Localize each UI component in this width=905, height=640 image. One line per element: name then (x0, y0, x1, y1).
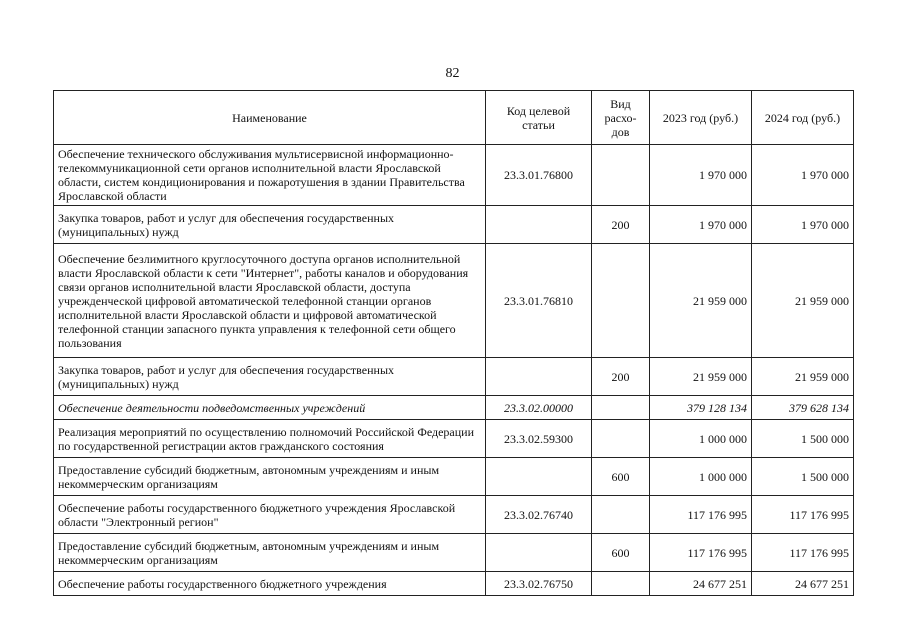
row-kind (592, 420, 650, 458)
budget-table (53, 90, 854, 596)
row-2024: 21 959 000 (752, 358, 854, 396)
row-code (486, 534, 592, 572)
table-row (54, 496, 854, 534)
row-2024: 1 500 000 (752, 420, 854, 458)
table-row (54, 145, 854, 206)
row-2023: 21 959 000 (650, 244, 752, 358)
row-code: 23.3.02.76740 (486, 496, 592, 534)
header-name: Наименование (54, 91, 486, 145)
row-2023: 117 176 995 (650, 534, 752, 572)
row-2023: 117 176 995 (650, 496, 752, 534)
page-number: 82 (445, 66, 460, 81)
row-name: Обеспечение работы государственного бюджетного учреждения (54, 572, 486, 596)
table-row (54, 458, 854, 496)
row-2023: 1 000 000 (650, 458, 752, 496)
table-body (54, 145, 854, 596)
row-kind: 600 (592, 458, 650, 496)
row-2023: 24 677 251 (650, 572, 752, 596)
table-row (54, 396, 854, 420)
header-kind: Вид расхо-дов (592, 91, 650, 145)
row-code (486, 206, 592, 244)
row-code: 23.3.02.00000 (486, 396, 592, 420)
row-2024: 1 970 000 (752, 145, 854, 206)
row-kind (592, 396, 650, 420)
row-kind (592, 496, 650, 534)
header-code: Код целевой статьи (486, 91, 592, 145)
row-kind (592, 572, 650, 596)
table-row (54, 206, 854, 244)
row-kind: 600 (592, 534, 650, 572)
row-code: 23.3.01.76810 (486, 244, 592, 358)
row-name: Закупка товаров, работ и услуг для обеспечения государственных (муниципальных) нужд (54, 358, 486, 396)
row-name: Предоставление субсидий бюджетным, автономным учреждениям и иным некоммерческим организациям (54, 458, 486, 496)
row-2024: 1 500 000 (752, 458, 854, 496)
row-2024: 24 677 251 (752, 572, 854, 596)
row-name: Обеспечение работы государственного бюджетного учреждения Ярославской области "Электронный регион" (54, 496, 486, 534)
table-row (54, 420, 854, 458)
row-kind (592, 145, 650, 206)
row-2023: 21 959 000 (650, 358, 752, 396)
row-2024: 21 959 000 (752, 244, 854, 358)
row-2023: 1 970 000 (650, 206, 752, 244)
row-name: Предоставление субсидий бюджетным, автономным учреждениям и иным некоммерческим организациям (54, 534, 486, 572)
row-name: Реализация мероприятий по осуществлению полномочий Российской Федерации по государственной регистрации актов гражданского состояния (54, 420, 486, 458)
row-code: 23.3.02.59300 (486, 420, 592, 458)
row-name: Обеспечение деятельности подведомственных учреждений (54, 396, 486, 420)
row-name: Закупка товаров, работ и услуг для обеспечения государственных (муниципальных) нужд (54, 206, 486, 244)
row-2024: 379 628 134 (752, 396, 854, 420)
row-2023: 379 128 134 (650, 396, 752, 420)
table-row (54, 572, 854, 596)
row-code (486, 458, 592, 496)
row-name: Обеспечение безлимитного круглосуточного доступа органов исполнительной власти Ярославской области к сети "Интернет", работы каналов и оборудования связи органов исполнительной власти Ярославской области, доступа учрежденческой цифровой автоматической телефонной станции органов исполнительной власти Ярославской области и цифровой автоматической телефонной станции запасного пункта управления к телефонной сети общего пользования (54, 244, 486, 358)
row-2023: 1 970 000 (650, 145, 752, 206)
table-row (54, 358, 854, 396)
row-kind: 200 (592, 358, 650, 396)
table-row (54, 534, 854, 572)
row-code (486, 358, 592, 396)
table-header-row (54, 91, 854, 145)
row-2024: 117 176 995 (752, 534, 854, 572)
row-kind: 200 (592, 206, 650, 244)
table-row (54, 244, 854, 358)
row-kind (592, 244, 650, 358)
row-2023: 1 000 000 (650, 420, 752, 458)
header-2024: 2024 год (руб.) (752, 91, 854, 145)
row-2024: 117 176 995 (752, 496, 854, 534)
row-code: 23.3.01.76800 (486, 145, 592, 206)
row-name: Обеспечение технического обслуживания мультисервисной информационно-телекоммуникационной сети органов исполнительной власти Ярославской области, систем кондиционирования и пожаротушения в здании Правительства Ярославской области (54, 145, 486, 206)
header-2023: 2023 год (руб.) (650, 91, 752, 145)
row-2024: 1 970 000 (752, 206, 854, 244)
row-code: 23.3.02.76750 (486, 572, 592, 596)
